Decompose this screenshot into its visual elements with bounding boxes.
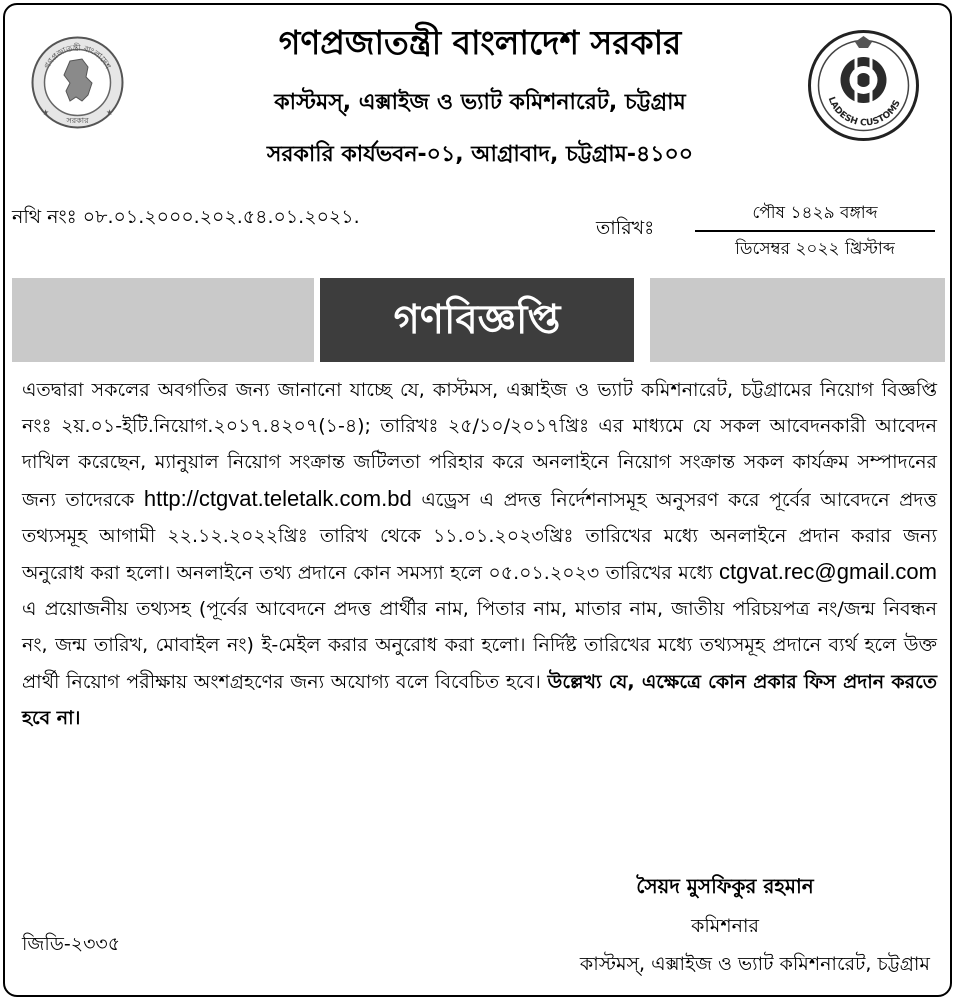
title-bar-right (650, 278, 945, 362)
date-gregorian: ডিসেম্বর ২০২২ খ্রিস্টাব্দ (735, 239, 895, 259)
signatory-title: কমিশনার (691, 915, 759, 937)
signatory-office: কাস্টমস্, এক্সাইজ ও ভ্যাট কমিশনারেট, চট্টগ্রাম (579, 953, 930, 975)
gd-code: জিডি-২৩৩৫ (22, 933, 121, 955)
notice-body (22, 372, 937, 736)
customs-vat-logo-icon (806, 28, 921, 143)
website-link[interactable]: http://ctgvat.teletalk.com.bd (143, 485, 412, 511)
date-label: তারিখঃ (596, 217, 655, 239)
no-fee-emphasis: উল্লেখ্য যে, এক্ষেত্রে কোন প্রকার ফিস প্রদান করতে হবে না। (22, 670, 937, 729)
notice-title: গণবিজ্ঞপ্তি (320, 278, 634, 362)
seal-ring-text: গণপ্রজাতন্ত্রী বাংলাদেশ (42, 43, 113, 71)
date-box (695, 200, 935, 264)
file-number: নথি নংঃ ০৮.০১.২০০০.২০২.৫৪.০১.২০২১. (12, 206, 360, 228)
seal-bottom-text: সরকার (66, 116, 89, 125)
body-part-2: এড্রেস এ প্রদত্ত নির্দেশনাসমূহ অনুসরণ করে পূর্বের আবেদনে প্রদত্ত তথ্যসমূহ আগামী ২২.১২.২০২২খ্রিঃ তারিখ থেকে ১১.০১.২০২৩খ্রিঃ তারিখের মধ্যে অনলাইনে প্রদান করার জন্য অনুরোধ করা হলো। অনলাইনে তথ্য প্রদানে কোন সমস্যা হলে ০৫.০১.২০২৩ তারিখের মধ্যে (22, 488, 937, 585)
government-title: গণপ্রজাতন্ত্রী বাংলাদেশ সরকার (278, 23, 682, 62)
logo-ring-text: LADESH CUSTOMS (825, 95, 903, 129)
date-bengali: পৌষ ১৪২৯ বঙ্গাব্দ (695, 200, 935, 232)
email-link[interactable]: ctgvat.rec@gmail.com (719, 559, 937, 585)
body-part-1: এতদ্বারা সকলের অবগতির জন্য জানানো যাচ্ছে যে, কাস্টমস, এক্সাইজ ও ভ্যাট কমিশনারেট, চট্টগ্রামের নিয়োগ বিজ্ঞপ্তি নংঃ ২য়.০১-ইটি.নিয়োগ.২০১৭.৪২০৭(১-৪); তারিখঃ ২৫/১০/২০১৭খ্রিঃ এর মাধ্যমে যে সকল আবেদনকারী আবেদন দাখিল করেছেন, ম্যানুয়াল নিয়োগ সংক্রান্ত জটিলতা পরিহার করে অনলাইনে নিয়োগ সংক্রান্ত সকল কার্যক্রম সম্পাদনের জন্য তাদেরকে (22, 379, 937, 511)
office-name: কাস্টমস্, এক্সাইজ ও ভ্যাট কমিশনারেট, চট্টগ্রাম (274, 90, 686, 115)
title-bar-left (12, 278, 314, 362)
signatory-name: সৈয়দ মুসফিকুর রহমান (636, 874, 814, 898)
government-seal (30, 35, 125, 130)
svg-text:★: ★ (42, 108, 50, 117)
customs-vat-logo (806, 28, 921, 143)
bangladesh-map-seal-icon (30, 35, 125, 130)
svg-text:★: ★ (106, 108, 114, 117)
body-part-3: এ প্রয়োজনীয় তথ্যসহ (পূর্বের আবেদনে প্রদত্ত প্রার্থীর নাম, পিতার নাম, মাতার নাম, জাতীয় পরিচয়পত্র নং/জন্ম নিবন্ধন নং, জন্ম তারিখ, মোবাইল নং) ই-মেইল করার অনুরোধ করা হলো। নির্দিষ্ট তারিখের মধ্যে তথ্যসমূহ প্রদানে ব্যর্থ হলে উক্ত প্রার্থী নিয়োগ পরীক্ষায় অংশগ্রহণের জন্য অযোগ্য বলে বিবেচিত হবে। (22, 598, 937, 693)
office-address: সরকারি কার্যভবন-০১, আগ্রাবাদ, চট্টগ্রাম-৪১০০ (266, 142, 694, 167)
